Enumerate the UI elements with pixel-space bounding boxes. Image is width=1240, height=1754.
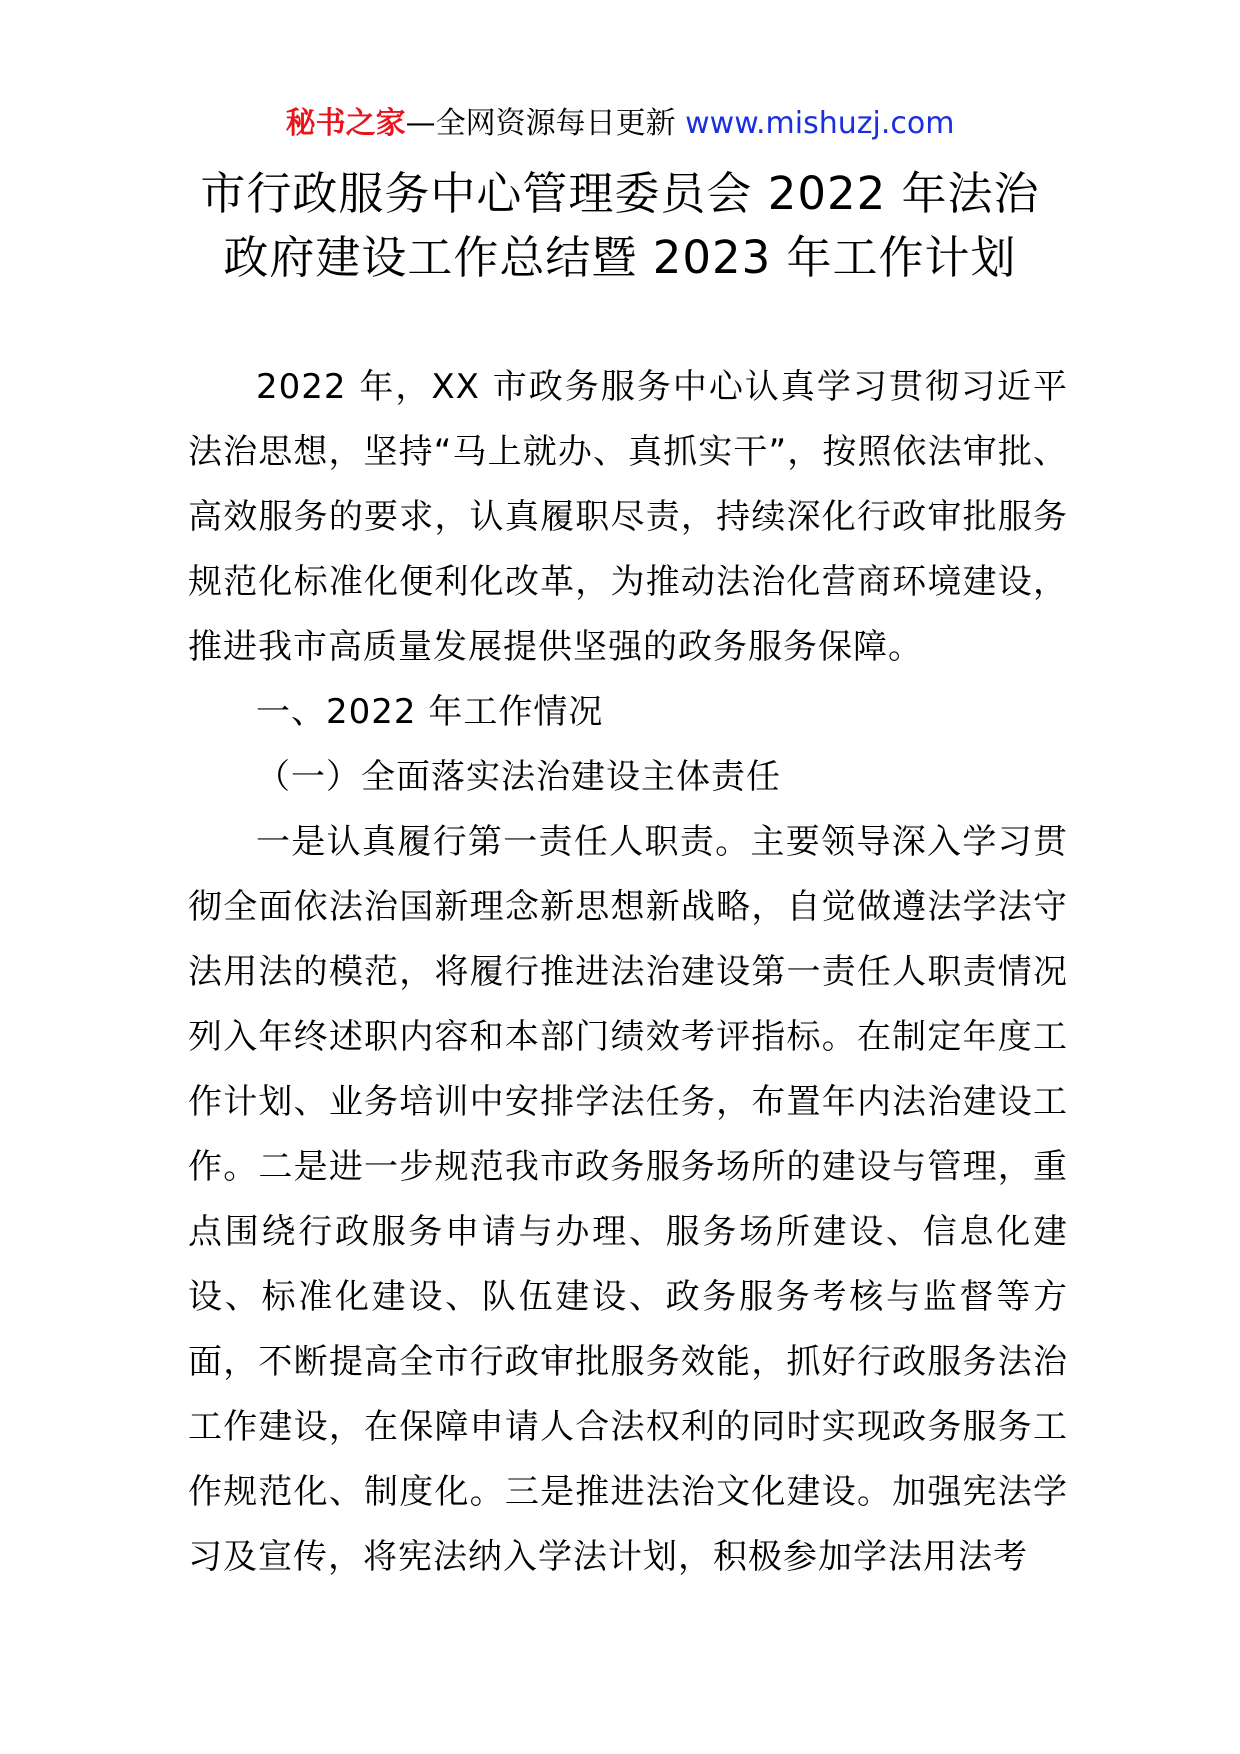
title-line-2: 政府建设工作总结暨 2023 年工作计划 [223, 231, 1017, 284]
site-tagline: —全网资源每日更新 [405, 106, 676, 141]
document-body [188, 355, 1068, 1590]
section-heading: 一、2022 年工作情况 [256, 692, 604, 732]
title-line-1: 市行政服务中心管理委员会 2022 年法治 [200, 167, 1040, 220]
site-brand: 秘书之家 [285, 106, 406, 141]
intro-paragraph: 2022 年，XX 市政务服务中心认真学习贯彻习近平法治思想，坚持“马上就办、真抓实干”，按照依法审批、高效服务的要求，认真履职尽责，持续深化行政审批服务规范化标准化便利化改革，为推动法治化营商环境建设，推进我市高质量发展提供坚强的政务服务保障。 [188, 367, 1068, 667]
subsection-heading: （一）全面落实法治建设主体责任 [256, 757, 781, 797]
site-header [0, 100, 1240, 148]
body-paragraph: 一是认真履行第一责任人职责。主要领导深入学习贯彻全面依法治国新理念新思想新战略，自觉做遵法学法守法用法的模范，将履行推进法治建设第一责任人职责情况列入年终述职内容和本部门绩效考评指标。在制定年度工作计划、业务培训中安排学法任务，布置年内法治建设工作。二是进一步规范我市政务服务场所的建设与管理，重点围绕行政服务申请与办理、服务场所建设、信息化建设、标准化建设、队伍建设、政务服务考核与监督等方面，不断提高全市行政审批服务效能，抓好行政服务法治工作建设，在保障申请人合法权利的同时实现政务服务工作规范化、制度化。三是推进法治文化建设。加强宪法学习及宣传，将宪法纳入学法计划，积极参加学法用法考 [188, 822, 1068, 1577]
document-title [100, 162, 1140, 290]
site-url-link[interactable]: www.mishuzj.com [685, 106, 955, 141]
